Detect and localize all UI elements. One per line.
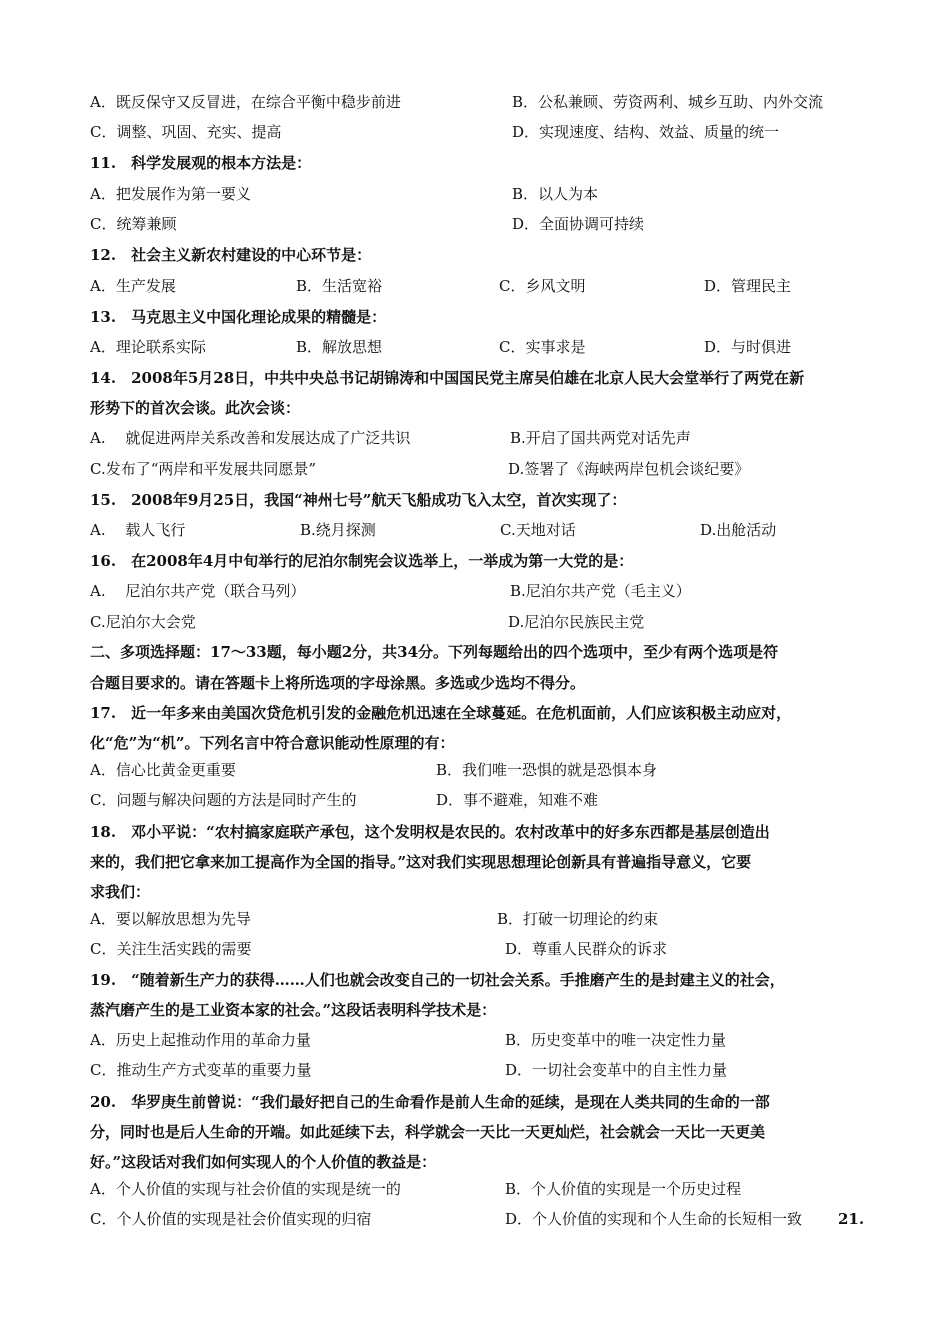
answer-option: D．管理民主 [704, 277, 792, 295]
question-stem-line: 12. 社会主义新农村建设的中心环节是： [90, 246, 372, 264]
answer-option: B.开启了国共两党对话先声 [510, 429, 691, 447]
answer-option: B．以人为本 [512, 185, 599, 203]
answer-option: B．历史变革中的唯一决定性力量 [505, 1031, 727, 1049]
answer-option: D.签署了《海峡两岸包机会谈纪要》 [508, 460, 750, 478]
answer-option: D．一切社会变革中的自主性力量 [505, 1061, 728, 1079]
answer-option: C．问题与解决问题的方法是同时产生的 [90, 791, 357, 809]
answer-option: B．我们唯一恐惧的就是恐惧本身 [436, 761, 658, 779]
question-stem-line: 合题目要求的。请在答题卡上将所选项的字母涂黑。多选或少选均不得分。 [90, 674, 586, 692]
question-stem-line: 20. 华罗庚生前曾说：“我们最好把自己的生命看作是前人生命的延续，是现在人类共同的生命的一部 [90, 1093, 770, 1111]
answer-option: C．个人价值的实现是社会价值实现的归宿 [90, 1210, 372, 1228]
answer-option: D.出舱活动 [700, 521, 777, 539]
question-stem-line: 15. 2008年9月25日，我国“神州七号”航天飞船成功飞入太空，首次实现了： [90, 491, 627, 509]
question-stem-line: 蒸汽磨产生的是工业资本家的社会。”这段话表明科学技术是： [90, 1001, 497, 1019]
answer-option: B.绕月探测 [300, 521, 376, 539]
question-number-fragment: 21. [838, 1210, 865, 1228]
answer-option: D．实现速度、结构、效益、质量的统一 [512, 123, 780, 141]
question-stem-line: 化“危”为“机”。下列名言中符合意识能动性原理的有： [90, 734, 455, 752]
answer-option: D．全面协调可持续 [512, 215, 645, 233]
answer-option: B．解放思想 [296, 338, 383, 356]
answer-option: C．调整、巩固、充实、提高 [90, 123, 282, 141]
question-stem-line: 18. 邓小平说：“农村搞家庭联产承包，这个发明权是农民的。农村改革中的好多东西都是基层创造出 [90, 823, 770, 841]
question-stem-line: 16. 在2008年4月中旬举行的尼泊尔制宪会议选举上，一举成为第一大党的是： [90, 552, 634, 570]
answer-option: B．打破一切理论的约束 [497, 910, 659, 928]
answer-option: C.发布了“两岸和平发展共同愿景” [90, 460, 317, 478]
question-stem-line: 求我们： [90, 883, 151, 901]
answer-option: A．个人价值的实现与社会价值的实现是统一的 [90, 1180, 401, 1198]
answer-option: A．历史上起推动作用的革命力量 [90, 1031, 311, 1049]
answer-option: A．理论联系实际 [90, 338, 206, 356]
answer-option: C.尼泊尔大会党 [90, 613, 196, 631]
answer-option: A．把发展作为第一要义 [90, 185, 251, 203]
answer-option: D．个人价值的实现和个人生命的长短相一致 [505, 1210, 803, 1228]
answer-option: A．生产发展 [90, 277, 176, 295]
answer-option: D．事不避难，知难不难 [436, 791, 599, 809]
question-stem-line: 来的，我们把它拿来加工提高作为全国的指导。”这对我们实现思想理论创新具有普遍指导意义，它要 [90, 853, 752, 871]
answer-option: A．要以解放思想为先导 [90, 910, 251, 928]
answer-option: A. 尼泊尔共产党（联合马列） [90, 582, 306, 600]
answer-option: A．既反保守又反冒进，在综合平衡中稳步前进 [90, 93, 401, 111]
answer-option: C．推动生产方式变革的重要力量 [90, 1061, 312, 1079]
question-stem-line: 好。”这段话对我们如何实现人的个人价值的教益是： [90, 1153, 437, 1171]
answer-option: B.尼泊尔共产党（毛主义） [510, 582, 691, 600]
answer-option: A．信心比黄金更重要 [90, 761, 236, 779]
answer-option: B．个人价值的实现是一个历史过程 [505, 1180, 742, 1198]
answer-option: A. 载人飞行 [90, 521, 186, 539]
answer-option: C．实事求是 [499, 338, 586, 356]
question-stem-line: 14. 2008年5月28日，中共中央总书记胡锦涛和中国国民党主席吴伯雄在北京人民大会堂举行了两党在新 [90, 369, 805, 387]
answer-option: D.尼泊尔民族民主党 [508, 613, 645, 631]
question-stem-line: 分，同时也是后人生命的开端。如此延续下去，科学就会一天比一天更灿烂，社会就会一天比一天更美 [90, 1123, 766, 1141]
question-stem-line: 形势下的首次会谈。此次会谈： [90, 399, 301, 417]
question-stem-line: 11. 科学发展观的根本方法是： [90, 154, 312, 172]
answer-option: B．生活宽裕 [296, 277, 383, 295]
question-stem-line: 17. 近一年多来由美国次贷危机引发的金融危机迅速在全球蔓延。在危机面前，人们应该积极主动应对， [90, 704, 792, 722]
answer-option: D．与时俱进 [704, 338, 792, 356]
answer-option: C.天地对话 [500, 521, 576, 539]
answer-option: C．乡风文明 [499, 277, 586, 295]
answer-option: C．关注生活实践的需要 [90, 940, 252, 958]
question-stem-line: 二、多项选择题：17～33题，每小题2分，共34分。下列每题给出的四个选项中，至少有两个选项是符 [90, 643, 779, 661]
question-stem-line: 13. 马克思主义中国化理论成果的精髓是： [90, 308, 387, 326]
answer-option: A. 就促进两岸关系改善和发展达成了广泛共识 [90, 429, 411, 447]
answer-option: B．公私兼顾、劳资两利、城乡互助、内外交流 [512, 93, 824, 111]
answer-option: D．尊重人民群众的诉求 [505, 940, 668, 958]
answer-option: C．统筹兼顾 [90, 215, 177, 233]
question-stem-line: 19. “随着新生产力的获得……人们也就会改变自己的一切社会关系。手推磨产生的是封建主义的社会， [90, 971, 785, 989]
